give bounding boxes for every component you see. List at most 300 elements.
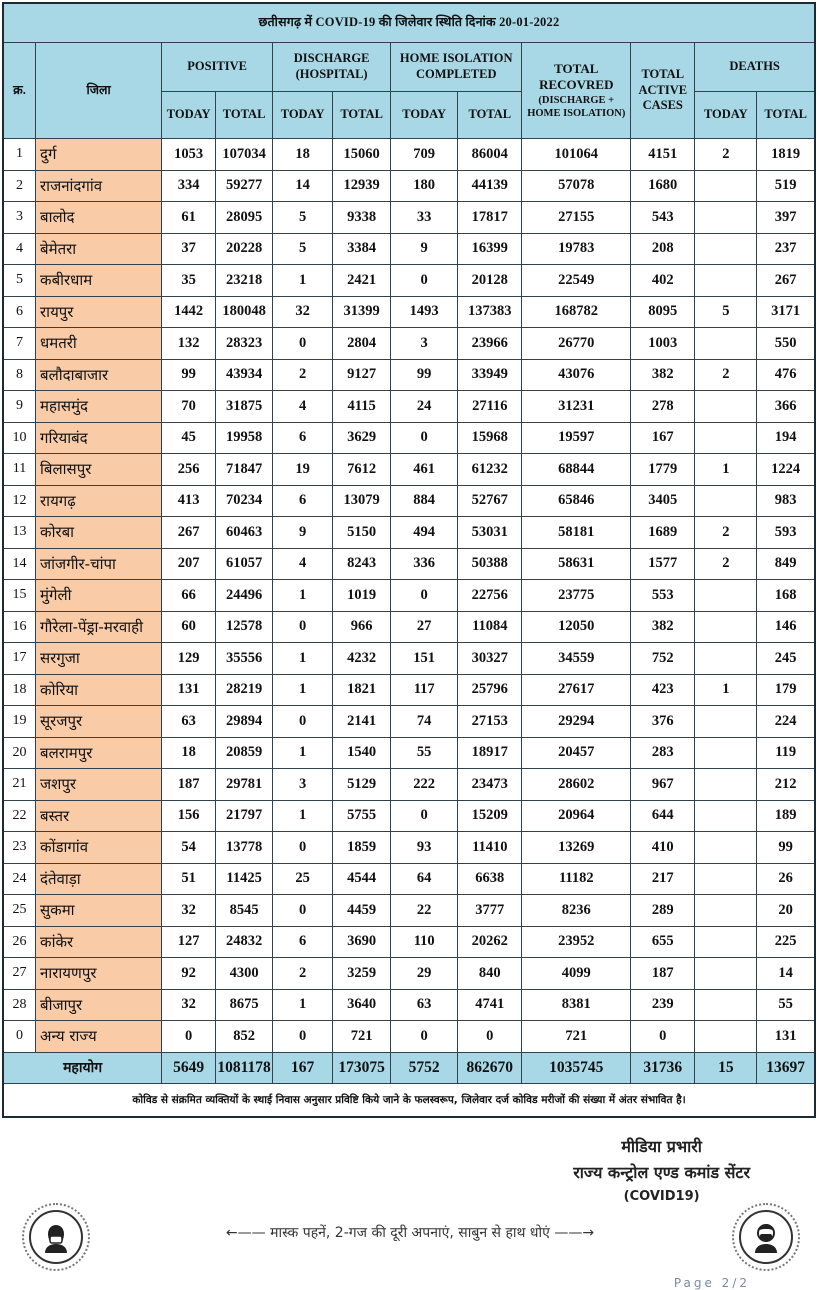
cell-pos-today: 18 bbox=[162, 737, 216, 769]
cell-dis-total: 2804 bbox=[333, 328, 391, 360]
cell-pos-total: 28095 bbox=[216, 202, 273, 234]
cell-recovered: 27617 bbox=[522, 674, 631, 706]
cell-hi-today: 63 bbox=[391, 989, 458, 1021]
page-indicator: Page 2/2 bbox=[673, 1276, 750, 1290]
cell-active: 376 bbox=[631, 706, 695, 738]
cell-dis-today: 32 bbox=[273, 296, 333, 328]
cell-active: 655 bbox=[631, 926, 695, 958]
cell-dis-today: 1 bbox=[273, 265, 333, 297]
district-name: बलरामपुर bbox=[36, 737, 162, 769]
signature-block bbox=[573, 1135, 750, 1204]
cell-dis-total: 8243 bbox=[333, 548, 391, 580]
sign-line-1: मीडिया प्रभारी bbox=[621, 1137, 702, 1156]
cell-active: 543 bbox=[631, 202, 695, 234]
cell-pos-today: 187 bbox=[162, 769, 216, 801]
cell-dis-today: 14 bbox=[273, 170, 333, 202]
table-row bbox=[3, 643, 815, 675]
cell-dis-total: 7612 bbox=[333, 454, 391, 486]
cell-recovered: 31231 bbox=[522, 391, 631, 423]
cell-hi-today: 55 bbox=[391, 737, 458, 769]
cell-pos-total: 23218 bbox=[216, 265, 273, 297]
cell-hi-total: 4741 bbox=[458, 989, 522, 1021]
cell-active: 553 bbox=[631, 580, 695, 612]
cell-pos-total: 852 bbox=[216, 1021, 273, 1053]
cell-hi-total: 18917 bbox=[458, 737, 522, 769]
cell-hi-total: 0 bbox=[458, 1021, 522, 1053]
cell-hi-today: 110 bbox=[391, 926, 458, 958]
cell-pos-today: 51 bbox=[162, 863, 216, 895]
total-dis-total: 173075 bbox=[333, 1052, 391, 1083]
cell-dis-total: 3690 bbox=[333, 926, 391, 958]
cell-dis-today: 18 bbox=[273, 139, 333, 171]
district-name: सूरजपुर bbox=[36, 706, 162, 738]
cell-recovered: 101064 bbox=[522, 139, 631, 171]
cell-death-today bbox=[695, 800, 757, 832]
cell-hi-total: 61232 bbox=[458, 454, 522, 486]
header-positive-total: TOTAL bbox=[216, 92, 273, 139]
cell-death-total: 189 bbox=[757, 800, 815, 832]
cell-hi-total: 20262 bbox=[458, 926, 522, 958]
cell-active: 644 bbox=[631, 800, 695, 832]
total-pos-today: 5649 bbox=[162, 1052, 216, 1083]
table-row bbox=[3, 548, 815, 580]
table-row bbox=[3, 265, 815, 297]
cell-hi-today: 884 bbox=[391, 485, 458, 517]
cell-dis-total: 1859 bbox=[333, 832, 391, 864]
cell-recovered: 20964 bbox=[522, 800, 631, 832]
cell-hi-total: 25796 bbox=[458, 674, 522, 706]
cell-hi-total: 22756 bbox=[458, 580, 522, 612]
cell-dis-total: 3259 bbox=[333, 958, 391, 990]
cell-dis-today: 2 bbox=[273, 359, 333, 391]
cell-pos-total: 35556 bbox=[216, 643, 273, 675]
cell-hi-total: 23473 bbox=[458, 769, 522, 801]
cell-active: 752 bbox=[631, 643, 695, 675]
cell-dis-total: 5129 bbox=[333, 769, 391, 801]
grand-total-row bbox=[3, 1052, 815, 1083]
cell-death-total: 245 bbox=[757, 643, 815, 675]
cell-dis-today: 0 bbox=[273, 895, 333, 927]
district-name: राजनांदगांव bbox=[36, 170, 162, 202]
cell-active: 167 bbox=[631, 422, 695, 454]
district-name: बस्तर bbox=[36, 800, 162, 832]
serial-number: 8 bbox=[3, 359, 36, 391]
district-name: बिलासपुर bbox=[36, 454, 162, 486]
cell-death-total: 179 bbox=[757, 674, 815, 706]
cell-death-today bbox=[695, 706, 757, 738]
cell-hi-total: 23966 bbox=[458, 328, 522, 360]
safety-slogan: ←—— मास्क पहनें, 2-गज की दूरी अपनाएं, साबुन से हाथ धोएं ——→ bbox=[225, 1225, 595, 1241]
cell-death-today bbox=[695, 832, 757, 864]
cell-hi-today: 0 bbox=[391, 265, 458, 297]
table-row bbox=[3, 926, 815, 958]
cell-pos-total: 31875 bbox=[216, 391, 273, 423]
header-deaths-total: TOTAL bbox=[757, 92, 815, 139]
cell-hi-today: 64 bbox=[391, 863, 458, 895]
cell-death-total: 14 bbox=[757, 958, 815, 990]
cell-active: 208 bbox=[631, 233, 695, 265]
cell-pos-total: 71847 bbox=[216, 454, 273, 486]
cell-dis-today: 3 bbox=[273, 769, 333, 801]
cell-death-today bbox=[695, 958, 757, 990]
cell-hi-today: 222 bbox=[391, 769, 458, 801]
cell-pos-today: 60 bbox=[162, 611, 216, 643]
cell-dis-total: 3384 bbox=[333, 233, 391, 265]
cell-active: 423 bbox=[631, 674, 695, 706]
cell-pos-total: 29894 bbox=[216, 706, 273, 738]
covid-report-sheet bbox=[2, 2, 816, 1118]
table-row bbox=[3, 800, 815, 832]
cell-pos-total: 61057 bbox=[216, 548, 273, 580]
cell-recovered: 168782 bbox=[522, 296, 631, 328]
header-positive-today: TODAY bbox=[162, 92, 216, 139]
serial-number: 28 bbox=[3, 989, 36, 1021]
cell-death-total: 194 bbox=[757, 422, 815, 454]
cell-pos-total: 28323 bbox=[216, 328, 273, 360]
serial-number: 22 bbox=[3, 800, 36, 832]
cell-dis-today: 5 bbox=[273, 233, 333, 265]
cell-pos-total: 4300 bbox=[216, 958, 273, 990]
cell-pos-today: 70 bbox=[162, 391, 216, 423]
cell-hi-total: 44139 bbox=[458, 170, 522, 202]
cell-dis-today: 6 bbox=[273, 926, 333, 958]
cell-active: 278 bbox=[631, 391, 695, 423]
cell-dis-total: 13079 bbox=[333, 485, 391, 517]
cell-dis-total: 721 bbox=[333, 1021, 391, 1053]
cell-death-total: 212 bbox=[757, 769, 815, 801]
district-name: कोरबा bbox=[36, 517, 162, 549]
footnote: कोविड से संक्रमित व्यक्तियों के स्थाई निवास अनुसार प्रविष्टि किये जाने के फलस्वरूप, जिलेवार दर्ज कोविड मरीजों की संख्या में अंतर संभावित है। bbox=[3, 1083, 815, 1117]
cell-death-total: 983 bbox=[757, 485, 815, 517]
cell-dis-today: 19 bbox=[273, 454, 333, 486]
serial-number: 1 bbox=[3, 139, 36, 171]
cell-active: 239 bbox=[631, 989, 695, 1021]
cell-death-today bbox=[695, 485, 757, 517]
cell-dis-total: 1821 bbox=[333, 674, 391, 706]
cell-death-today bbox=[695, 926, 757, 958]
cell-death-total: 849 bbox=[757, 548, 815, 580]
cell-pos-today: 32 bbox=[162, 989, 216, 1021]
cell-dis-today: 1 bbox=[273, 989, 333, 1021]
cell-recovered: 27155 bbox=[522, 202, 631, 234]
cell-hi-total: 11410 bbox=[458, 832, 522, 864]
table-row bbox=[3, 611, 815, 643]
cell-dis-total: 12939 bbox=[333, 170, 391, 202]
cell-hi-total: 20128 bbox=[458, 265, 522, 297]
cell-recovered: 8381 bbox=[522, 989, 631, 1021]
header-positive: POSITIVE bbox=[162, 43, 273, 92]
cell-dis-today: 1 bbox=[273, 643, 333, 675]
cell-death-total: 20 bbox=[757, 895, 815, 927]
cell-dis-today: 6 bbox=[273, 422, 333, 454]
table-row bbox=[3, 517, 815, 549]
district-name: बीजापुर bbox=[36, 989, 162, 1021]
district-name: रायपुर bbox=[36, 296, 162, 328]
cell-dis-total: 3640 bbox=[333, 989, 391, 1021]
cell-dis-total: 5150 bbox=[333, 517, 391, 549]
serial-number: 3 bbox=[3, 202, 36, 234]
cell-dis-today: 9 bbox=[273, 517, 333, 549]
cell-death-total: 26 bbox=[757, 863, 815, 895]
cell-active: 402 bbox=[631, 265, 695, 297]
table-row bbox=[3, 296, 815, 328]
district-name: दंतेवाड़ा bbox=[36, 863, 162, 895]
district-name: महासमुंद bbox=[36, 391, 162, 423]
cell-death-total: 224 bbox=[757, 706, 815, 738]
cell-hi-today: 1493 bbox=[391, 296, 458, 328]
district-name: अन्य राज्य bbox=[36, 1021, 162, 1053]
table-row bbox=[3, 989, 815, 1021]
cell-dis-today: 4 bbox=[273, 391, 333, 423]
cell-death-total: 397 bbox=[757, 202, 815, 234]
cell-pos-total: 107034 bbox=[216, 139, 273, 171]
cell-hi-today: 33 bbox=[391, 202, 458, 234]
cell-hi-today: 336 bbox=[391, 548, 458, 580]
cell-recovered: 29294 bbox=[522, 706, 631, 738]
cell-pos-today: 63 bbox=[162, 706, 216, 738]
cell-hi-today: 151 bbox=[391, 643, 458, 675]
cell-recovered: 23775 bbox=[522, 580, 631, 612]
serial-number: 11 bbox=[3, 454, 36, 486]
cell-hi-total: 16399 bbox=[458, 233, 522, 265]
table-row bbox=[3, 580, 815, 612]
cell-death-total: 1224 bbox=[757, 454, 815, 486]
cell-death-today: 5 bbox=[695, 296, 757, 328]
cell-dis-today: 1 bbox=[273, 800, 333, 832]
cell-dis-total: 5755 bbox=[333, 800, 391, 832]
table-row bbox=[3, 832, 815, 864]
cell-active: 967 bbox=[631, 769, 695, 801]
cell-active: 1689 bbox=[631, 517, 695, 549]
cell-pos-total: 29781 bbox=[216, 769, 273, 801]
district-name: मुंगेली bbox=[36, 580, 162, 612]
table-row bbox=[3, 328, 815, 360]
cell-death-today bbox=[695, 643, 757, 675]
table-row bbox=[3, 674, 815, 706]
header-discharge-today: TODAY bbox=[273, 92, 333, 139]
cell-death-today: 2 bbox=[695, 548, 757, 580]
serial-number: 13 bbox=[3, 517, 36, 549]
serial-number: 5 bbox=[3, 265, 36, 297]
cell-death-today bbox=[695, 989, 757, 1021]
cell-pos-total: 8545 bbox=[216, 895, 273, 927]
total-hi-today: 5752 bbox=[391, 1052, 458, 1083]
cell-pos-total: 13778 bbox=[216, 832, 273, 864]
cell-hi-total: 86004 bbox=[458, 139, 522, 171]
district-name: कोंडागांव bbox=[36, 832, 162, 864]
cell-death-total: 55 bbox=[757, 989, 815, 1021]
cell-hi-today: 24 bbox=[391, 391, 458, 423]
cell-recovered: 12050 bbox=[522, 611, 631, 643]
cell-pos-today: 37 bbox=[162, 233, 216, 265]
cell-pos-total: 20859 bbox=[216, 737, 273, 769]
table-body bbox=[3, 139, 815, 1053]
cell-hi-today: 74 bbox=[391, 706, 458, 738]
cell-pos-today: 129 bbox=[162, 643, 216, 675]
cell-hi-today: 0 bbox=[391, 1021, 458, 1053]
cell-death-total: 476 bbox=[757, 359, 815, 391]
cell-recovered: 57078 bbox=[522, 170, 631, 202]
cell-hi-total: 50388 bbox=[458, 548, 522, 580]
cell-pos-today: 66 bbox=[162, 580, 216, 612]
cell-death-today bbox=[695, 895, 757, 927]
cell-death-today bbox=[695, 233, 757, 265]
cell-dis-today: 0 bbox=[273, 611, 333, 643]
cell-dis-today: 0 bbox=[273, 832, 333, 864]
cell-pos-today: 92 bbox=[162, 958, 216, 990]
cell-pos-today: 45 bbox=[162, 422, 216, 454]
cell-recovered: 58181 bbox=[522, 517, 631, 549]
cell-recovered: 26770 bbox=[522, 328, 631, 360]
cell-dis-today: 2 bbox=[273, 958, 333, 990]
cell-active: 382 bbox=[631, 359, 695, 391]
cell-dis-total: 31399 bbox=[333, 296, 391, 328]
cell-active: 1577 bbox=[631, 548, 695, 580]
cell-dis-total: 9338 bbox=[333, 202, 391, 234]
serial-number: 17 bbox=[3, 643, 36, 675]
cell-pos-today: 131 bbox=[162, 674, 216, 706]
cell-dis-total: 15060 bbox=[333, 139, 391, 171]
cell-hi-total: 30327 bbox=[458, 643, 522, 675]
cell-dis-today: 25 bbox=[273, 863, 333, 895]
table-row bbox=[3, 706, 815, 738]
cell-hi-total: 3777 bbox=[458, 895, 522, 927]
cell-death-today bbox=[695, 202, 757, 234]
cell-pos-total: 20228 bbox=[216, 233, 273, 265]
serial-number: 4 bbox=[3, 233, 36, 265]
total-recovered: 1035745 bbox=[522, 1052, 631, 1083]
cell-hi-today: 99 bbox=[391, 359, 458, 391]
cell-active: 410 bbox=[631, 832, 695, 864]
cell-pos-total: 19958 bbox=[216, 422, 273, 454]
sign-line-2: राज्य कन्ट्रोल एण्ड कमांड सेंटर bbox=[573, 1163, 750, 1182]
cell-dis-today: 1 bbox=[273, 737, 333, 769]
cell-death-total: 519 bbox=[757, 170, 815, 202]
table-row bbox=[3, 170, 815, 202]
cell-recovered: 43076 bbox=[522, 359, 631, 391]
header-discharge: DISCHARGE (HOSPITAL) bbox=[273, 43, 391, 92]
cell-death-today: 1 bbox=[695, 454, 757, 486]
serial-number: 26 bbox=[3, 926, 36, 958]
total-active: 31736 bbox=[631, 1052, 695, 1083]
cell-pos-total: 180048 bbox=[216, 296, 273, 328]
cell-recovered: 65846 bbox=[522, 485, 631, 517]
cell-hi-total: 15968 bbox=[458, 422, 522, 454]
cell-death-today: 2 bbox=[695, 517, 757, 549]
cell-death-total: 3171 bbox=[757, 296, 815, 328]
cell-pos-today: 35 bbox=[162, 265, 216, 297]
district-name: बालोद bbox=[36, 202, 162, 234]
table-row bbox=[3, 422, 815, 454]
serial-number: 21 bbox=[3, 769, 36, 801]
cell-pos-today: 61 bbox=[162, 202, 216, 234]
cell-pos-total: 11425 bbox=[216, 863, 273, 895]
header-total-active: TOTAL ACTIVE CASES bbox=[631, 43, 695, 139]
cell-recovered: 22549 bbox=[522, 265, 631, 297]
cell-pos-total: 24496 bbox=[216, 580, 273, 612]
cell-death-total: 267 bbox=[757, 265, 815, 297]
cell-dis-today: 4 bbox=[273, 548, 333, 580]
cell-pos-total: 21797 bbox=[216, 800, 273, 832]
cell-death-total: 366 bbox=[757, 391, 815, 423]
cell-death-total: 119 bbox=[757, 737, 815, 769]
cell-death-total: 550 bbox=[757, 328, 815, 360]
slogan-row bbox=[20, 1203, 800, 1273]
header-deaths: DEATHS bbox=[695, 43, 815, 92]
cell-dis-today: 5 bbox=[273, 202, 333, 234]
serial-number: 20 bbox=[3, 737, 36, 769]
total-dis-today: 167 bbox=[273, 1052, 333, 1083]
table-row bbox=[3, 769, 815, 801]
cell-recovered: 68844 bbox=[522, 454, 631, 486]
cell-active: 3405 bbox=[631, 485, 695, 517]
cell-pos-total: 60463 bbox=[216, 517, 273, 549]
cell-dis-today: 1 bbox=[273, 674, 333, 706]
cell-active: 1680 bbox=[631, 170, 695, 202]
cell-hi-total: 17817 bbox=[458, 202, 522, 234]
cell-death-today bbox=[695, 1021, 757, 1053]
cell-pos-today: 99 bbox=[162, 359, 216, 391]
district-name: रायगढ़ bbox=[36, 485, 162, 517]
serial-number: 23 bbox=[3, 832, 36, 864]
cell-pos-today: 32 bbox=[162, 895, 216, 927]
cell-death-today: 2 bbox=[695, 359, 757, 391]
cell-pos-today: 267 bbox=[162, 517, 216, 549]
cell-dis-today: 0 bbox=[273, 1021, 333, 1053]
grand-total-label: महायोग bbox=[3, 1052, 162, 1083]
cell-hi-total: 137383 bbox=[458, 296, 522, 328]
cell-hi-today: 180 bbox=[391, 170, 458, 202]
cell-hi-total: 840 bbox=[458, 958, 522, 990]
table-row bbox=[3, 391, 815, 423]
cell-dis-today: 0 bbox=[273, 706, 333, 738]
serial-number: 10 bbox=[3, 422, 36, 454]
cell-death-today bbox=[695, 391, 757, 423]
cell-dis-total: 2421 bbox=[333, 265, 391, 297]
cell-death-total: 237 bbox=[757, 233, 815, 265]
cell-hi-today: 22 bbox=[391, 895, 458, 927]
table-row bbox=[3, 454, 815, 486]
district-name: जांजगीर-चांपा bbox=[36, 548, 162, 580]
cell-death-total: 131 bbox=[757, 1021, 815, 1053]
serial-number: 19 bbox=[3, 706, 36, 738]
cell-death-today bbox=[695, 863, 757, 895]
header-serial: क्र. bbox=[3, 43, 36, 139]
table-row bbox=[3, 202, 815, 234]
header-total-recovered-sub: (DISCHARGE + HOME ISOLATION) bbox=[527, 94, 626, 119]
cell-recovered: 721 bbox=[522, 1021, 631, 1053]
total-hi-total: 862670 bbox=[458, 1052, 522, 1083]
cell-hi-today: 494 bbox=[391, 517, 458, 549]
cell-pos-today: 334 bbox=[162, 170, 216, 202]
cell-pos-total: 28219 bbox=[216, 674, 273, 706]
district-covid-table bbox=[2, 2, 816, 1118]
cell-hi-today: 9 bbox=[391, 233, 458, 265]
header-deaths-today: TODAY bbox=[695, 92, 757, 139]
cell-recovered: 34559 bbox=[522, 643, 631, 675]
cell-death-today bbox=[695, 422, 757, 454]
district-name: कबीरधाम bbox=[36, 265, 162, 297]
cell-dis-total: 4115 bbox=[333, 391, 391, 423]
cell-death-total: 593 bbox=[757, 517, 815, 549]
serial-number: 9 bbox=[3, 391, 36, 423]
serial-number: 16 bbox=[3, 611, 36, 643]
serial-number: 18 bbox=[3, 674, 36, 706]
cell-recovered: 58631 bbox=[522, 548, 631, 580]
serial-number: 12 bbox=[3, 485, 36, 517]
serial-number: 2 bbox=[3, 170, 36, 202]
header-total-recovered bbox=[522, 43, 631, 139]
